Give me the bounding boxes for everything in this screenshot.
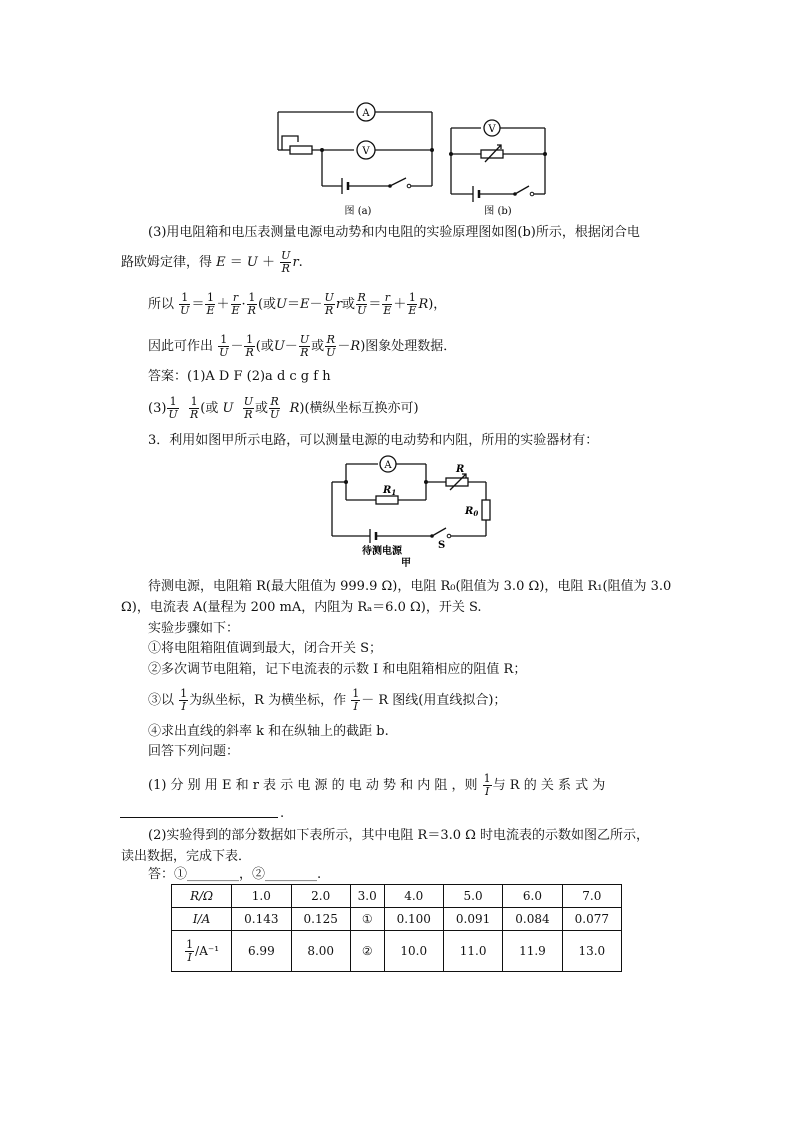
table-cell: 13.0 bbox=[562, 931, 621, 972]
ammeter-label-jia: A bbox=[384, 460, 392, 471]
table-cell[interactable]: ① bbox=[350, 908, 384, 931]
q3-answer-prompt: 回答下列问题： bbox=[148, 744, 240, 759]
table-row bbox=[172, 885, 622, 908]
part3-line3-prefix: 所以 bbox=[148, 297, 175, 312]
table-cell: 3.0 bbox=[350, 885, 384, 908]
table-cell: 5.0 bbox=[443, 885, 502, 908]
r0-label: $R_0$ bbox=[465, 506, 479, 518]
q3-step2: ②多次调节电阻箱，记下电流表的示数 I 和电阻箱相应的阻值 R； bbox=[148, 662, 527, 677]
table-cell: 0.125 bbox=[291, 908, 350, 931]
circuit-figure-b bbox=[445, 118, 555, 220]
header-i: I/A bbox=[172, 908, 232, 931]
table-cell: 0.143 bbox=[232, 908, 291, 931]
source-label: 待测电源 bbox=[362, 546, 402, 557]
q3-step1: ①将电阻箱阻值调到最大，闭合开关 S； bbox=[148, 641, 383, 656]
q3-step3-b: 为纵坐标，R 为横坐标，作 bbox=[189, 693, 347, 708]
part3-line1: (3)用电阻箱和电压表测量电源电动势和内电阻的实验原理图如图(b)所示，根据闭合电 bbox=[148, 225, 640, 240]
table-cell: 4.0 bbox=[384, 885, 443, 908]
table-cell: 6.99 bbox=[232, 931, 291, 972]
table-cell: 0.091 bbox=[443, 908, 502, 931]
figure-b-caption: 图 (b) bbox=[484, 206, 512, 217]
part3-line4: 因此可作出 $\frac{1}{U}$ － $\frac{1}{R}$ (或U－ $\frac{U}{R}$ 或 $\frac{R}{U}$ －R)图象处理数据． bbox=[148, 333, 457, 359]
table-cell: 1.0 bbox=[232, 885, 291, 908]
q3-equip-line1: 待测电源，电阻箱 R(最大阻值为 999.9 Ω)，电阻 R₀(阻值为 3.0 Ω)，电阻 R₁(阻值为 3.0 bbox=[148, 579, 672, 594]
header-r: R/Ω bbox=[172, 885, 232, 908]
table-cell: 10.0 bbox=[384, 931, 443, 972]
q3-step3: ③以 $\frac{1}{I}$ 为纵坐标，R 为横坐标，作 $\frac{1}{I}$ － R 图线(用直线拟合)； bbox=[148, 687, 507, 713]
ammeter-label-a: A bbox=[362, 108, 370, 119]
q3-title: 3．利用如图甲所示电路，可以测量电源的电动势和内阻，所用的实验器材有： bbox=[148, 433, 599, 448]
table-cell: 0.077 bbox=[562, 908, 621, 931]
circuit-figure-jia bbox=[326, 452, 496, 570]
q3-q2-line1: (2)实验得到的部分数据如下表所示，其中电阻 R＝3.0 Ω 时电流表的示数如图乙所示， bbox=[148, 828, 650, 843]
table-cell: 0.084 bbox=[503, 908, 562, 931]
circuit-figure-a bbox=[270, 98, 440, 220]
q3-q1-a: (1) 分 别 用 E 和 r 表 示 电 源 的 电 动 势 和 内 阻 ，则 bbox=[148, 778, 478, 793]
table-cell: 7.0 bbox=[562, 885, 621, 908]
q3-equip-line2: Ω)，电流表 A(量程为 200 mA，内阻为 Rₐ＝6.0 Ω)，开关 S. bbox=[121, 600, 482, 615]
table-cell: 6.0 bbox=[503, 885, 562, 908]
q3-steps-title: 实验步骤如下： bbox=[148, 621, 240, 636]
part3-line4-prefix: 因此可作出 bbox=[148, 339, 214, 354]
switch-label: S bbox=[438, 540, 446, 551]
header-inv-i: $\frac{1}{I}$ /A⁻¹ bbox=[172, 931, 232, 972]
table-cell: 11.9 bbox=[503, 931, 562, 972]
data-table bbox=[171, 884, 622, 972]
part3-line3: 所以 $\frac{1}{U}$ ＝ $\frac{1}{E}$ ＋ $\frac{r}{E}$ · $\frac{1}{R}$ (或U＝E－ $\frac{U}{R}$ r或 $\frac{R}{U}$ ＝ $\frac{r}{E}$ ＋ $\frac{1}{E}$ R)， bbox=[148, 291, 447, 317]
answer-line2: (3) $\frac{1}{U}$ $\frac{1}{R}$ (或 U $\frac{U}{R}$ 或 $\frac{R}{U}$ R)(横纵坐标互换亦可) bbox=[148, 395, 419, 421]
table-cell: 8.00 bbox=[291, 931, 350, 972]
q3-step4: ④求出直线的斜率 k 和在纵轴上的截距 b. bbox=[148, 724, 389, 739]
part3-line2: 路欧姆定律，得 E ＝ U ＋ $\frac{U}{R}$ r. bbox=[121, 249, 303, 275]
voltmeter-label-a: V bbox=[362, 146, 370, 157]
figure-a-caption: 图 (a) bbox=[344, 206, 372, 217]
q3-q1: (1) 分 别 用 E 和 r 表 示 电 源 的 电 动 势 和 内 阻 ，则 $\frac{1}{I}$ 与 R 的 关 系 式 为 bbox=[148, 772, 606, 798]
q3-step3-c: － R 图线(用直线拟合)； bbox=[361, 693, 507, 708]
r-label: R bbox=[456, 464, 465, 475]
table-cell: 0.100 bbox=[384, 908, 443, 931]
part3-line4-suffix: 图象处理数据． bbox=[365, 339, 457, 354]
q1-answer-blank[interactable] bbox=[120, 816, 278, 818]
q3-q1-b: 与 R 的 关 系 式 为 bbox=[492, 778, 606, 793]
header-inv-unit: /A⁻¹ bbox=[195, 943, 220, 958]
table-row bbox=[172, 931, 622, 972]
table-cell[interactable]: ② bbox=[350, 931, 384, 972]
part3-line2-prefix: 路欧姆定律，得 bbox=[121, 255, 213, 270]
answer-line2-suffix: (横纵坐标互换亦可) bbox=[304, 401, 419, 416]
answer-line1: 答案：(1)A D F (2)a d c g f h bbox=[148, 369, 331, 384]
r1-label: $R_1$ bbox=[383, 485, 397, 497]
table-cell: 2.0 bbox=[291, 885, 350, 908]
figure-jia-caption: 甲 bbox=[401, 558, 411, 569]
table-row bbox=[172, 908, 622, 931]
table-cell: 11.0 bbox=[443, 931, 502, 972]
q1-period: . bbox=[280, 806, 285, 821]
voltmeter-label-b: V bbox=[488, 124, 496, 135]
q3-fill[interactable]: 答：①________，②________. bbox=[148, 867, 322, 882]
q3-q2-line2: 读出数据，完成下表． bbox=[121, 849, 252, 864]
q3-step3-a: ③以 bbox=[148, 693, 175, 708]
